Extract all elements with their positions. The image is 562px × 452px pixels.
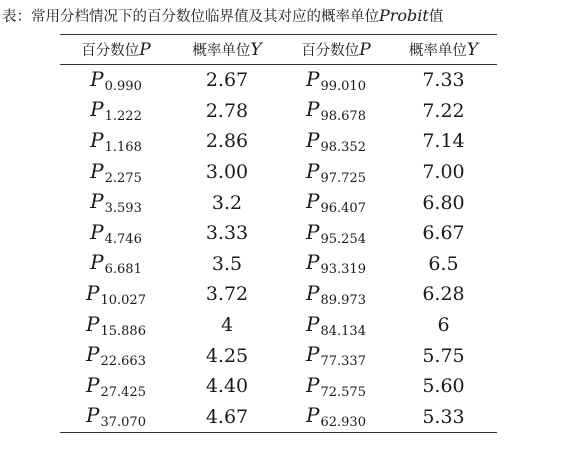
percentile-cell: $P_{98.352}$ <box>306 127 366 155</box>
percentile-cell: $P_{2.275}$ <box>90 158 142 186</box>
table-row <box>60 65 497 96</box>
table-row <box>60 187 497 218</box>
probit-cell: 5.60 <box>422 375 465 398</box>
probit-cell: 5.75 <box>422 344 465 367</box>
percentile-cell: $P_{72.575}$ <box>306 372 366 400</box>
percentile-cell: $P_{95.254}$ <box>306 219 366 247</box>
caption-text: 表：常用分档情况下的百分数位临界值及其对应的概率单位 <box>2 9 379 25</box>
probit-cell: 7.22 <box>422 99 465 122</box>
header-percentile-1: 百分数位P <box>81 40 151 60</box>
probit-cell: 4.25 <box>205 344 249 367</box>
percentile-cell: $P_{22.663}$ <box>86 342 146 370</box>
probit-cell: 3.33 <box>205 222 249 245</box>
percentile-cell: $P_{6.681}$ <box>90 250 142 278</box>
percentile-cell: $P_{97.725}$ <box>306 158 366 186</box>
percentile-cell: $P_{93.319}$ <box>306 250 366 278</box>
percentile-cell: $P_{15.886}$ <box>86 311 146 339</box>
percentile-cell: $P_{84.134}$ <box>306 311 366 339</box>
table-row <box>60 218 497 249</box>
probit-cell: 7.00 <box>422 161 465 184</box>
probit-cell: 7.14 <box>422 130 465 153</box>
header-percentile-2: 百分数位P <box>301 40 371 60</box>
probit-table <box>60 34 497 433</box>
probit-cell: 2.78 <box>205 99 249 122</box>
percentile-cell: $P_{10.027}$ <box>86 280 146 308</box>
caption-math-var: Probit <box>379 6 429 25</box>
probit-cell: 4.40 <box>205 375 249 398</box>
table-row <box>60 96 497 127</box>
probit-cell: 3.2 <box>211 191 243 214</box>
percentile-cell: $P_{0.990}$ <box>90 66 142 94</box>
table-caption <box>2 5 560 28</box>
probit-cell: 6.28 <box>422 283 465 306</box>
table-row <box>60 310 497 341</box>
percentile-cell: $P_{3.593}$ <box>90 189 142 217</box>
probit-cell: 4.67 <box>205 405 249 428</box>
probit-cell: 2.86 <box>205 130 249 153</box>
table-body <box>60 65 497 433</box>
probit-cell: 2.67 <box>205 69 249 92</box>
percentile-cell: $P_{89.973}$ <box>306 280 366 308</box>
probit-cell: 7.33 <box>422 69 465 92</box>
probit-cell: 3.00 <box>205 161 249 184</box>
probit-cell: 3.5 <box>211 252 243 275</box>
percentile-cell: $P_{98.678}$ <box>306 97 366 125</box>
percentile-cell: $P_{77.337}$ <box>306 342 366 370</box>
table-row <box>60 402 497 433</box>
caption-suffix: 值 <box>428 9 444 25</box>
probit-cell: 6.5 <box>428 252 459 275</box>
probit-cell: 6.67 <box>422 222 465 245</box>
percentile-cell: $P_{96.407}$ <box>306 189 366 217</box>
table-row <box>60 279 497 310</box>
header-probit-2: 概率单位Y <box>408 40 479 60</box>
percentile-cell: $P_{62.930}$ <box>306 403 366 431</box>
table-row <box>60 157 497 188</box>
probit-cell: 5.33 <box>422 405 465 428</box>
percentile-cell: $P_{99.010}$ <box>306 66 366 94</box>
probit-table-container <box>60 34 497 433</box>
probit-cell: 6.80 <box>422 191 465 214</box>
table-header-row <box>60 35 497 65</box>
percentile-cell: $P_{27.425}$ <box>86 372 146 400</box>
header-probit-1: 概率单位Y <box>192 40 262 60</box>
table-row <box>60 371 497 402</box>
table-row <box>60 126 497 157</box>
percentile-cell: $P_{37.070}$ <box>86 403 146 431</box>
table-row <box>60 340 497 371</box>
probit-cell: 3.72 <box>205 283 249 306</box>
percentile-cell: $P_{4.746}$ <box>90 219 142 247</box>
table-row <box>60 249 497 280</box>
percentile-cell: $P_{1.168}$ <box>90 127 142 155</box>
probit-cell: 4 <box>220 314 234 337</box>
percentile-cell: $P_{1.222}$ <box>90 97 142 125</box>
probit-cell: 6 <box>437 314 450 337</box>
